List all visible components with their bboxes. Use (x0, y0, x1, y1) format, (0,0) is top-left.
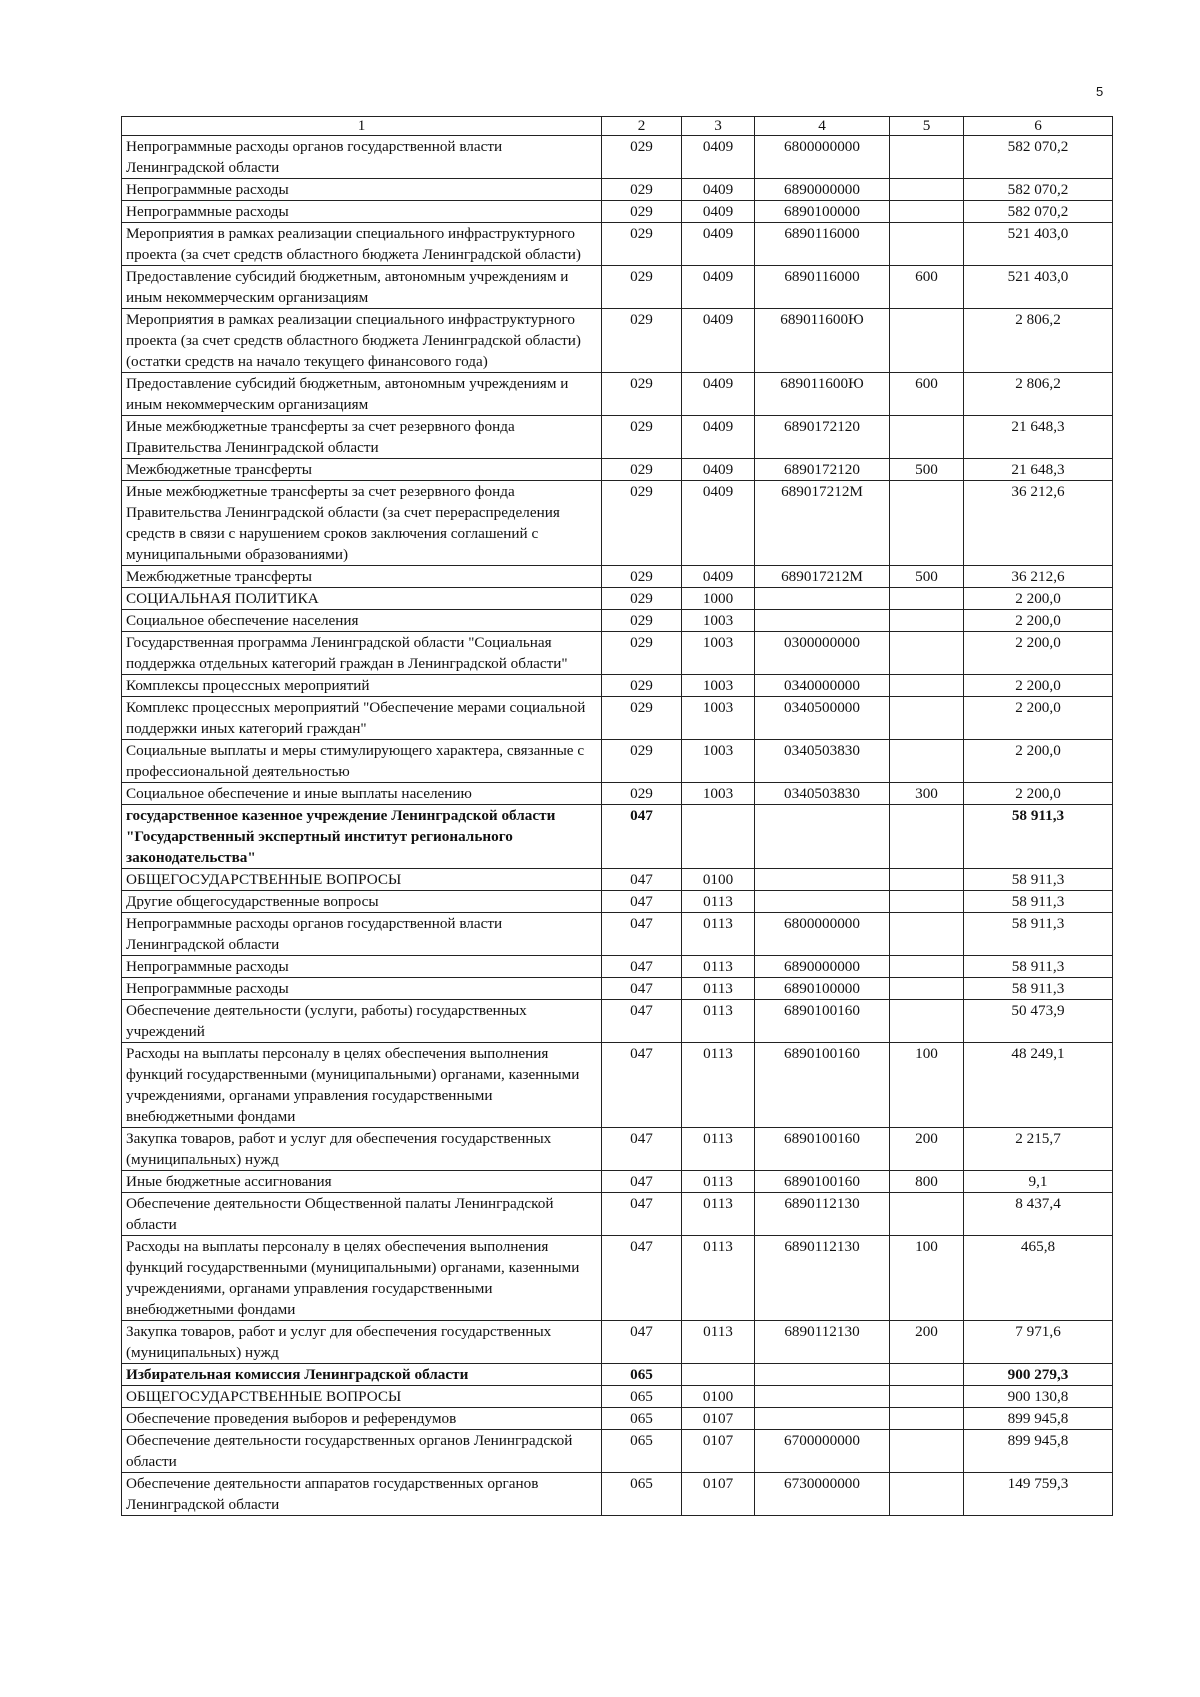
row-grbs-cell: 047 (602, 978, 682, 1000)
row-name-cell: Социальные выплаты и меры стимулирующего характера, связанные с профессиональной деятельностью (122, 740, 602, 783)
row-expense-type-cell: 600 (890, 266, 964, 309)
table-row (122, 697, 1113, 740)
column-number-row (122, 117, 1113, 136)
row-grbs-cell: 047 (602, 1171, 682, 1193)
row-amount-cell: 900 130,8 (964, 1386, 1113, 1408)
row-grbs-cell: 029 (602, 201, 682, 223)
row-amount-cell: 21 648,3 (964, 416, 1113, 459)
row-amount-cell: 58 911,3 (964, 891, 1113, 913)
budget-table (121, 116, 1113, 1516)
table-row (122, 740, 1113, 783)
row-section-cell: 1003 (682, 783, 755, 805)
table-row (122, 481, 1113, 566)
row-section-cell: 0409 (682, 416, 755, 459)
row-amount-cell: 465,8 (964, 1236, 1113, 1321)
row-amount-cell: 2 215,7 (964, 1128, 1113, 1171)
row-expense-type-cell: 800 (890, 1171, 964, 1193)
row-amount-cell: 58 911,3 (964, 869, 1113, 891)
row-grbs-cell: 029 (602, 223, 682, 266)
row-grbs-cell: 047 (602, 869, 682, 891)
column-header: 2 (602, 117, 682, 136)
row-target-article-cell: 6890100160 (755, 1171, 890, 1193)
row-grbs-cell: 047 (602, 956, 682, 978)
row-grbs-cell: 029 (602, 481, 682, 566)
row-expense-type-cell (890, 309, 964, 373)
row-section-cell (682, 805, 755, 869)
row-section-cell: 1003 (682, 740, 755, 783)
row-section-cell: 0409 (682, 481, 755, 566)
row-grbs-cell: 047 (602, 1193, 682, 1236)
row-name-cell: Обеспечение деятельности Общественной палаты Ленинградской области (122, 1193, 602, 1236)
row-expense-type-cell (890, 1193, 964, 1236)
table-row (122, 1386, 1113, 1408)
row-expense-type-cell (890, 956, 964, 978)
row-grbs-cell: 047 (602, 913, 682, 956)
row-grbs-cell: 029 (602, 588, 682, 610)
row-target-article-cell: 6890172120 (755, 416, 890, 459)
row-grbs-cell: 065 (602, 1430, 682, 1473)
table-row (122, 266, 1113, 309)
table-row (122, 610, 1113, 632)
row-section-cell: 0100 (682, 1386, 755, 1408)
column-header: 3 (682, 117, 755, 136)
row-grbs-cell: 029 (602, 136, 682, 179)
row-expense-type-cell (890, 1473, 964, 1516)
row-amount-cell: 50 473,9 (964, 1000, 1113, 1043)
row-expense-type-cell (890, 1408, 964, 1430)
table-row (122, 913, 1113, 956)
row-target-article-cell: 6890100160 (755, 1128, 890, 1171)
table-row (122, 805, 1113, 869)
table-row (122, 416, 1113, 459)
row-name-cell: Непрограммные расходы (122, 978, 602, 1000)
row-section-cell: 0409 (682, 459, 755, 481)
row-amount-cell: 58 911,3 (964, 805, 1113, 869)
row-grbs-cell: 065 (602, 1473, 682, 1516)
row-section-cell: 0409 (682, 201, 755, 223)
row-amount-cell: 2 200,0 (964, 675, 1113, 697)
row-expense-type-cell (890, 805, 964, 869)
row-section-cell: 0409 (682, 223, 755, 266)
row-target-article-cell: 6800000000 (755, 913, 890, 956)
row-amount-cell: 58 911,3 (964, 913, 1113, 956)
row-target-article-cell: 6890100160 (755, 1043, 890, 1128)
row-name-cell: Обеспечение деятельности аппаратов государственных органов Ленинградской области (122, 1473, 602, 1516)
row-target-article-cell: 0340000000 (755, 675, 890, 697)
row-amount-cell: 2 806,2 (964, 309, 1113, 373)
row-name-cell: Социальное обеспечение и иные выплаты населению (122, 783, 602, 805)
row-expense-type-cell (890, 632, 964, 675)
row-expense-type-cell (890, 869, 964, 891)
table-row (122, 1193, 1113, 1236)
table-row (122, 1408, 1113, 1430)
row-section-cell: 1000 (682, 588, 755, 610)
row-section-cell: 0100 (682, 869, 755, 891)
row-section-cell: 0107 (682, 1430, 755, 1473)
row-grbs-cell: 029 (602, 373, 682, 416)
row-amount-cell: 21 648,3 (964, 459, 1113, 481)
row-name-cell: Обеспечение проведения выборов и референдумов (122, 1408, 602, 1430)
row-name-cell: Предоставление субсидий бюджетным, автономным учреждениям и иным некоммерческим организациям (122, 266, 602, 309)
row-name-cell: Другие общегосударственные вопросы (122, 891, 602, 913)
row-expense-type-cell: 200 (890, 1128, 964, 1171)
row-amount-cell: 521 403,0 (964, 223, 1113, 266)
row-expense-type-cell (890, 481, 964, 566)
row-section-cell (682, 1364, 755, 1386)
row-expense-type-cell (890, 179, 964, 201)
row-grbs-cell: 029 (602, 697, 682, 740)
row-target-article-cell (755, 869, 890, 891)
row-expense-type-cell: 500 (890, 459, 964, 481)
row-amount-cell: 2 200,0 (964, 697, 1113, 740)
table-row (122, 179, 1113, 201)
row-expense-type-cell: 600 (890, 373, 964, 416)
row-expense-type-cell (890, 675, 964, 697)
row-amount-cell: 899 945,8 (964, 1430, 1113, 1473)
row-expense-type-cell (890, 588, 964, 610)
table-row (122, 309, 1113, 373)
row-amount-cell: 2 806,2 (964, 373, 1113, 416)
row-target-article-cell (755, 610, 890, 632)
table-row (122, 1236, 1113, 1321)
table-row (122, 675, 1113, 697)
row-grbs-cell: 029 (602, 632, 682, 675)
row-amount-cell: 58 911,3 (964, 956, 1113, 978)
table-row (122, 1043, 1113, 1128)
row-target-article-cell: 689011600Ю (755, 373, 890, 416)
row-expense-type-cell (890, 1430, 964, 1473)
table-row (122, 1000, 1113, 1043)
row-expense-type-cell (890, 740, 964, 783)
row-name-cell: Расходы на выплаты персоналу в целях обеспечения выполнения функций государственными (муниципальными) органами, казенными учреждениями, органами управления государственными внебюджетными фондами (122, 1236, 602, 1321)
row-target-article-cell: 6730000000 (755, 1473, 890, 1516)
table-row (122, 632, 1113, 675)
row-grbs-cell: 029 (602, 309, 682, 373)
row-target-article-cell: 6890172120 (755, 459, 890, 481)
row-target-article-cell: 6890000000 (755, 956, 890, 978)
row-name-cell: Закупка товаров, работ и услуг для обеспечения государственных (муниципальных) нужд (122, 1128, 602, 1171)
table-row (122, 978, 1113, 1000)
row-expense-type-cell: 500 (890, 566, 964, 588)
row-amount-cell: 58 911,3 (964, 978, 1113, 1000)
row-amount-cell: 900 279,3 (964, 1364, 1113, 1386)
row-expense-type-cell: 100 (890, 1043, 964, 1128)
row-grbs-cell: 029 (602, 740, 682, 783)
row-name-cell: Непрограммные расходы (122, 201, 602, 223)
table-row (122, 566, 1113, 588)
row-amount-cell: 2 200,0 (964, 783, 1113, 805)
row-name-cell: Непрограммные расходы (122, 179, 602, 201)
row-name-cell: Непрограммные расходы (122, 956, 602, 978)
row-grbs-cell: 029 (602, 783, 682, 805)
row-section-cell: 0113 (682, 913, 755, 956)
row-amount-cell: 9,1 (964, 1171, 1113, 1193)
row-grbs-cell: 065 (602, 1364, 682, 1386)
row-section-cell: 0409 (682, 266, 755, 309)
row-target-article-cell: 6890000000 (755, 179, 890, 201)
row-name-cell: Межбюджетные трансферты (122, 566, 602, 588)
row-target-article-cell (755, 1364, 890, 1386)
row-grbs-cell: 047 (602, 805, 682, 869)
row-name-cell: Обеспечение деятельности (услуги, работы) государственных учреждений (122, 1000, 602, 1043)
row-name-cell: Закупка товаров, работ и услуг для обеспечения государственных (муниципальных) нужд (122, 1321, 602, 1364)
row-target-article-cell: 0300000000 (755, 632, 890, 675)
row-amount-cell: 7 971,6 (964, 1321, 1113, 1364)
row-amount-cell: 36 212,6 (964, 566, 1113, 588)
table-row (122, 223, 1113, 266)
row-target-article-cell: 0340500000 (755, 697, 890, 740)
row-grbs-cell: 029 (602, 416, 682, 459)
row-name-cell: государственное казенное учреждение Ленинградской области "Государственный экспертный институт регионального законодательства" (122, 805, 602, 869)
row-section-cell: 0113 (682, 1128, 755, 1171)
row-section-cell: 1003 (682, 632, 755, 675)
row-expense-type-cell (890, 1364, 964, 1386)
row-grbs-cell: 065 (602, 1408, 682, 1430)
row-name-cell: Непрограммные расходы органов государственной власти Ленинградской области (122, 913, 602, 956)
row-expense-type-cell (890, 610, 964, 632)
row-section-cell: 0409 (682, 373, 755, 416)
row-amount-cell: 582 070,2 (964, 136, 1113, 179)
table-row (122, 136, 1113, 179)
row-amount-cell: 2 200,0 (964, 740, 1113, 783)
row-name-cell: Межбюджетные трансферты (122, 459, 602, 481)
row-target-article-cell: 6890116000 (755, 266, 890, 309)
row-name-cell: Иные межбюджетные трансферты за счет резервного фонда Правительства Ленинградской области (122, 416, 602, 459)
row-target-article-cell: 6890112130 (755, 1321, 890, 1364)
row-expense-type-cell: 200 (890, 1321, 964, 1364)
row-amount-cell: 149 759,3 (964, 1473, 1113, 1516)
row-name-cell: Иные бюджетные ассигнования (122, 1171, 602, 1193)
table-row (122, 891, 1113, 913)
row-amount-cell: 582 070,2 (964, 179, 1113, 201)
row-grbs-cell: 029 (602, 459, 682, 481)
row-grbs-cell: 047 (602, 1000, 682, 1043)
row-name-cell: Комплекс процессных мероприятий "Обеспечение мерами социальной поддержки иных категорий граждан" (122, 697, 602, 740)
row-amount-cell: 521 403,0 (964, 266, 1113, 309)
row-section-cell: 0113 (682, 1321, 755, 1364)
table-row (122, 1321, 1113, 1364)
row-grbs-cell: 029 (602, 266, 682, 309)
row-expense-type-cell (890, 136, 964, 179)
row-target-article-cell: 6890112130 (755, 1193, 890, 1236)
row-grbs-cell: 047 (602, 891, 682, 913)
row-target-article-cell (755, 1386, 890, 1408)
table-row (122, 459, 1113, 481)
row-amount-cell: 2 200,0 (964, 610, 1113, 632)
row-section-cell: 0113 (682, 1236, 755, 1321)
row-section-cell: 0113 (682, 1000, 755, 1043)
row-target-article-cell: 6890100000 (755, 201, 890, 223)
row-section-cell: 0409 (682, 309, 755, 373)
row-name-cell: Расходы на выплаты персоналу в целях обеспечения выполнения функций государственными (муниципальными) органами, казенными учреждениями, органами управления государственными внебюджетными фондами (122, 1043, 602, 1128)
row-section-cell: 0107 (682, 1408, 755, 1430)
row-name-cell: ОБЩЕГОСУДАРСТВЕННЫЕ ВОПРОСЫ (122, 869, 602, 891)
row-expense-type-cell (890, 891, 964, 913)
row-section-cell: 1003 (682, 675, 755, 697)
row-expense-type-cell (890, 913, 964, 956)
row-section-cell: 0409 (682, 179, 755, 201)
row-amount-cell: 48 249,1 (964, 1043, 1113, 1128)
row-expense-type-cell (890, 201, 964, 223)
row-name-cell: Обеспечение деятельности государственных органов Ленинградской области (122, 1430, 602, 1473)
row-name-cell: Мероприятия в рамках реализации специального инфраструктурного проекта (за счет средств областного бюджета Ленинградской области) (остатки средств на начало текущего финансового года) (122, 309, 602, 373)
row-section-cell: 0113 (682, 1193, 755, 1236)
row-amount-cell: 36 212,6 (964, 481, 1113, 566)
row-amount-cell: 2 200,0 (964, 588, 1113, 610)
row-expense-type-cell: 100 (890, 1236, 964, 1321)
row-name-cell: Непрограммные расходы органов государственной власти Ленинградской области (122, 136, 602, 179)
row-amount-cell: 582 070,2 (964, 201, 1113, 223)
row-section-cell: 0107 (682, 1473, 755, 1516)
row-section-cell: 0113 (682, 891, 755, 913)
row-target-article-cell (755, 891, 890, 913)
row-target-article-cell: 6890116000 (755, 223, 890, 266)
row-grbs-cell: 029 (602, 610, 682, 632)
row-grbs-cell: 029 (602, 675, 682, 697)
row-expense-type-cell (890, 697, 964, 740)
row-target-article-cell: 6890112130 (755, 1236, 890, 1321)
row-section-cell: 0409 (682, 566, 755, 588)
row-target-article-cell: 6800000000 (755, 136, 890, 179)
row-name-cell: СОЦИАЛЬНАЯ ПОЛИТИКА (122, 588, 602, 610)
row-target-article-cell: 689017212М (755, 566, 890, 588)
row-grbs-cell: 047 (602, 1128, 682, 1171)
row-name-cell: Предоставление субсидий бюджетным, автономным учреждениям и иным некоммерческим организациям (122, 373, 602, 416)
table-row (122, 1473, 1113, 1516)
row-target-article-cell (755, 805, 890, 869)
table-row (122, 1171, 1113, 1193)
row-expense-type-cell (890, 1386, 964, 1408)
row-name-cell: Государственная программа Ленинградской области "Социальная поддержка отдельных категорий граждан в Ленинградской области" (122, 632, 602, 675)
column-header: 1 (122, 117, 602, 136)
table-row (122, 1364, 1113, 1386)
row-name-cell: Социальное обеспечение населения (122, 610, 602, 632)
column-header: 6 (964, 117, 1113, 136)
row-expense-type-cell (890, 978, 964, 1000)
row-section-cell: 1003 (682, 697, 755, 740)
row-section-cell: 0113 (682, 1171, 755, 1193)
row-grbs-cell: 029 (602, 566, 682, 588)
row-grbs-cell: 047 (602, 1321, 682, 1364)
page-number: 5 (1096, 84, 1104, 99)
table-body (122, 136, 1113, 1516)
row-section-cell: 0113 (682, 956, 755, 978)
row-expense-type-cell: 300 (890, 783, 964, 805)
column-header: 4 (755, 117, 890, 136)
row-section-cell: 0409 (682, 136, 755, 179)
table-row (122, 201, 1113, 223)
row-grbs-cell: 065 (602, 1386, 682, 1408)
row-target-article-cell: 6890100000 (755, 978, 890, 1000)
row-section-cell: 0113 (682, 1043, 755, 1128)
row-target-article-cell: 0340503830 (755, 783, 890, 805)
row-grbs-cell: 029 (602, 179, 682, 201)
row-expense-type-cell (890, 1000, 964, 1043)
row-amount-cell: 2 200,0 (964, 632, 1113, 675)
row-target-article-cell: 6700000000 (755, 1430, 890, 1473)
row-target-article-cell (755, 588, 890, 610)
column-header: 5 (890, 117, 964, 136)
row-section-cell: 1003 (682, 610, 755, 632)
row-target-article-cell: 689011600Ю (755, 309, 890, 373)
row-name-cell: Избирательная комиссия Ленинградской области (122, 1364, 602, 1386)
row-grbs-cell: 047 (602, 1043, 682, 1128)
row-amount-cell: 8 437,4 (964, 1193, 1113, 1236)
row-name-cell: Иные межбюджетные трансферты за счет резервного фонда Правительства Ленинградской области (за счет перераспределения средств в связи с нарушением сроков заключения соглашений с муниципальными образованиями) (122, 481, 602, 566)
row-target-article-cell: 6890100160 (755, 1000, 890, 1043)
table-row (122, 1430, 1113, 1473)
row-name-cell: Мероприятия в рамках реализации специального инфраструктурного проекта (за счет средств областного бюджета Ленинградской области) (122, 223, 602, 266)
row-expense-type-cell (890, 416, 964, 459)
row-name-cell: Комплексы процессных мероприятий (122, 675, 602, 697)
row-target-article-cell (755, 1408, 890, 1430)
table-row (122, 588, 1113, 610)
table-row (122, 373, 1113, 416)
table-row (122, 869, 1113, 891)
table-row (122, 956, 1113, 978)
table-row (122, 783, 1113, 805)
row-section-cell: 0113 (682, 978, 755, 1000)
table-row (122, 1128, 1113, 1171)
row-target-article-cell: 689017212М (755, 481, 890, 566)
row-name-cell: ОБЩЕГОСУДАРСТВЕННЫЕ ВОПРОСЫ (122, 1386, 602, 1408)
row-expense-type-cell (890, 223, 964, 266)
row-grbs-cell: 047 (602, 1236, 682, 1321)
row-amount-cell: 899 945,8 (964, 1408, 1113, 1430)
row-target-article-cell: 0340503830 (755, 740, 890, 783)
